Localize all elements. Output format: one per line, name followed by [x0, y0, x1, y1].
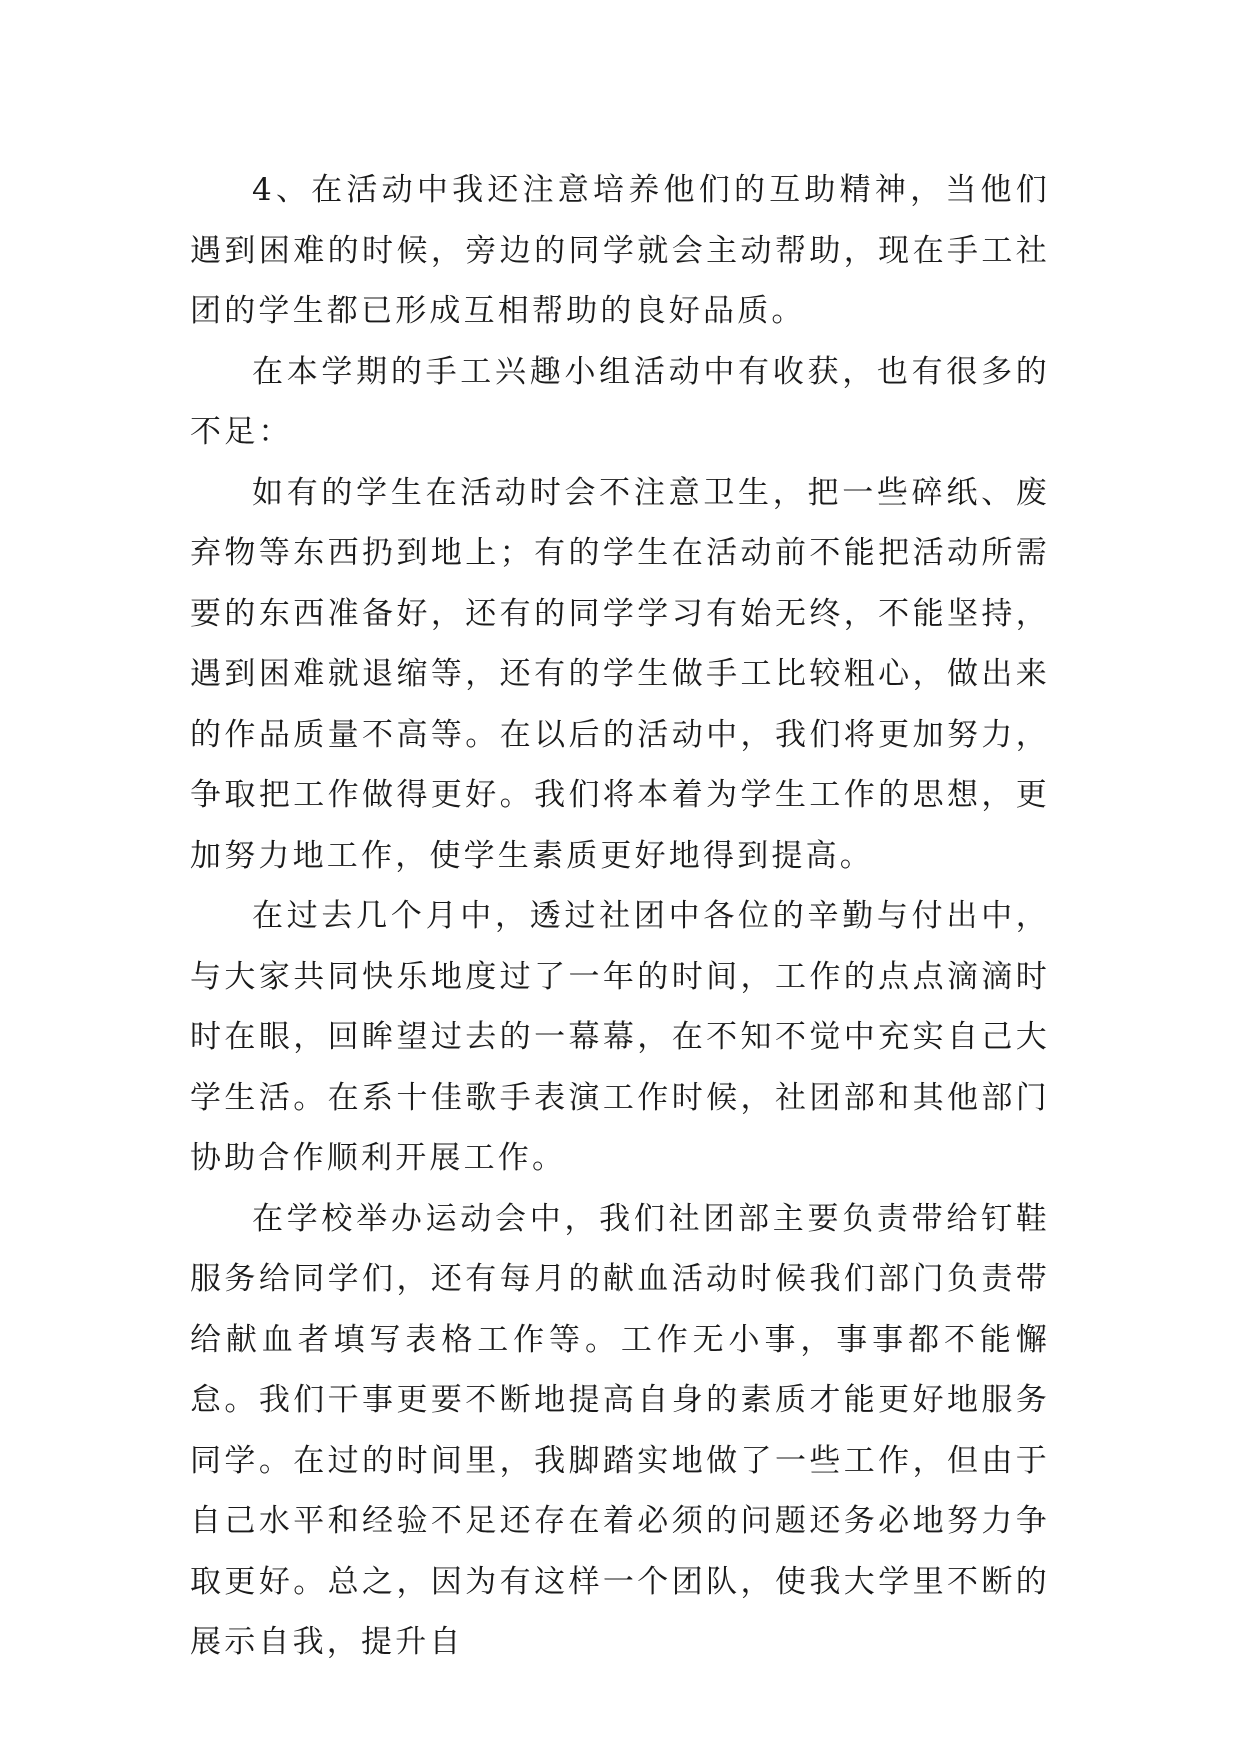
body-text	[190, 160, 1050, 1673]
paragraph-student-problems: 如有的学生在活动时会不注意卫生，把一些碎纸、废弃物等东西扔到地上；有的学生在活动前不能把活动所需要的东西准备好，还有的同学学习有始无终，不能坚持，遇到困难就退缩等，还有的学生做手工比较粗心，做出来的作品质量不高等。在以后的活动中，我们将更加努力，争取把工作做得更好。我们将本着为学生工作的思想，更加努力地工作，使学生素质更好地得到提高。	[190, 474, 1050, 874]
paragraph-gains-and-shortcomings: 在本学期的手工兴趣小组活动中有收获，也有很多的不足：	[190, 353, 1050, 450]
paragraph-mutual-help: 4、在活动中我还注意培养他们的互助精神，当他们遇到困难的时候，旁边的同学就会主动帮助，现在手工社团的学生都已形成互相帮助的良好品质。	[190, 172, 1050, 329]
paragraph-past-months: 在过去几个月中，透过社团中各位的辛勤与付出中，与大家共同快乐地度过了一年的时间，工作的点点滴滴时时在眼，回眸望过去的一幕幕，在不知不觉中充实自己大学生活。在系十佳歌手表演工作时候，社团部和其他部门协助合作顺利开展工作。	[190, 898, 1050, 1176]
paragraph-sports-meet: 在学校举办运动会中，我们社团部主要负责带给钉鞋服务给同学们，还有每月的献血活动时候我们部门负责带给献血者填写表格工作等。工作无小事，事事都不能懈怠。我们干事更要不断地提高自身的素质才能更好地服务同学。在过的时间里，我脚踏实地做了一些工作，但由于自己水平和经验不足还存在着必须的问题还务必地努力争取更好。总之，因为有这样一个团队，使我大学里不断的展示自我，提升自	[190, 1200, 1050, 1660]
